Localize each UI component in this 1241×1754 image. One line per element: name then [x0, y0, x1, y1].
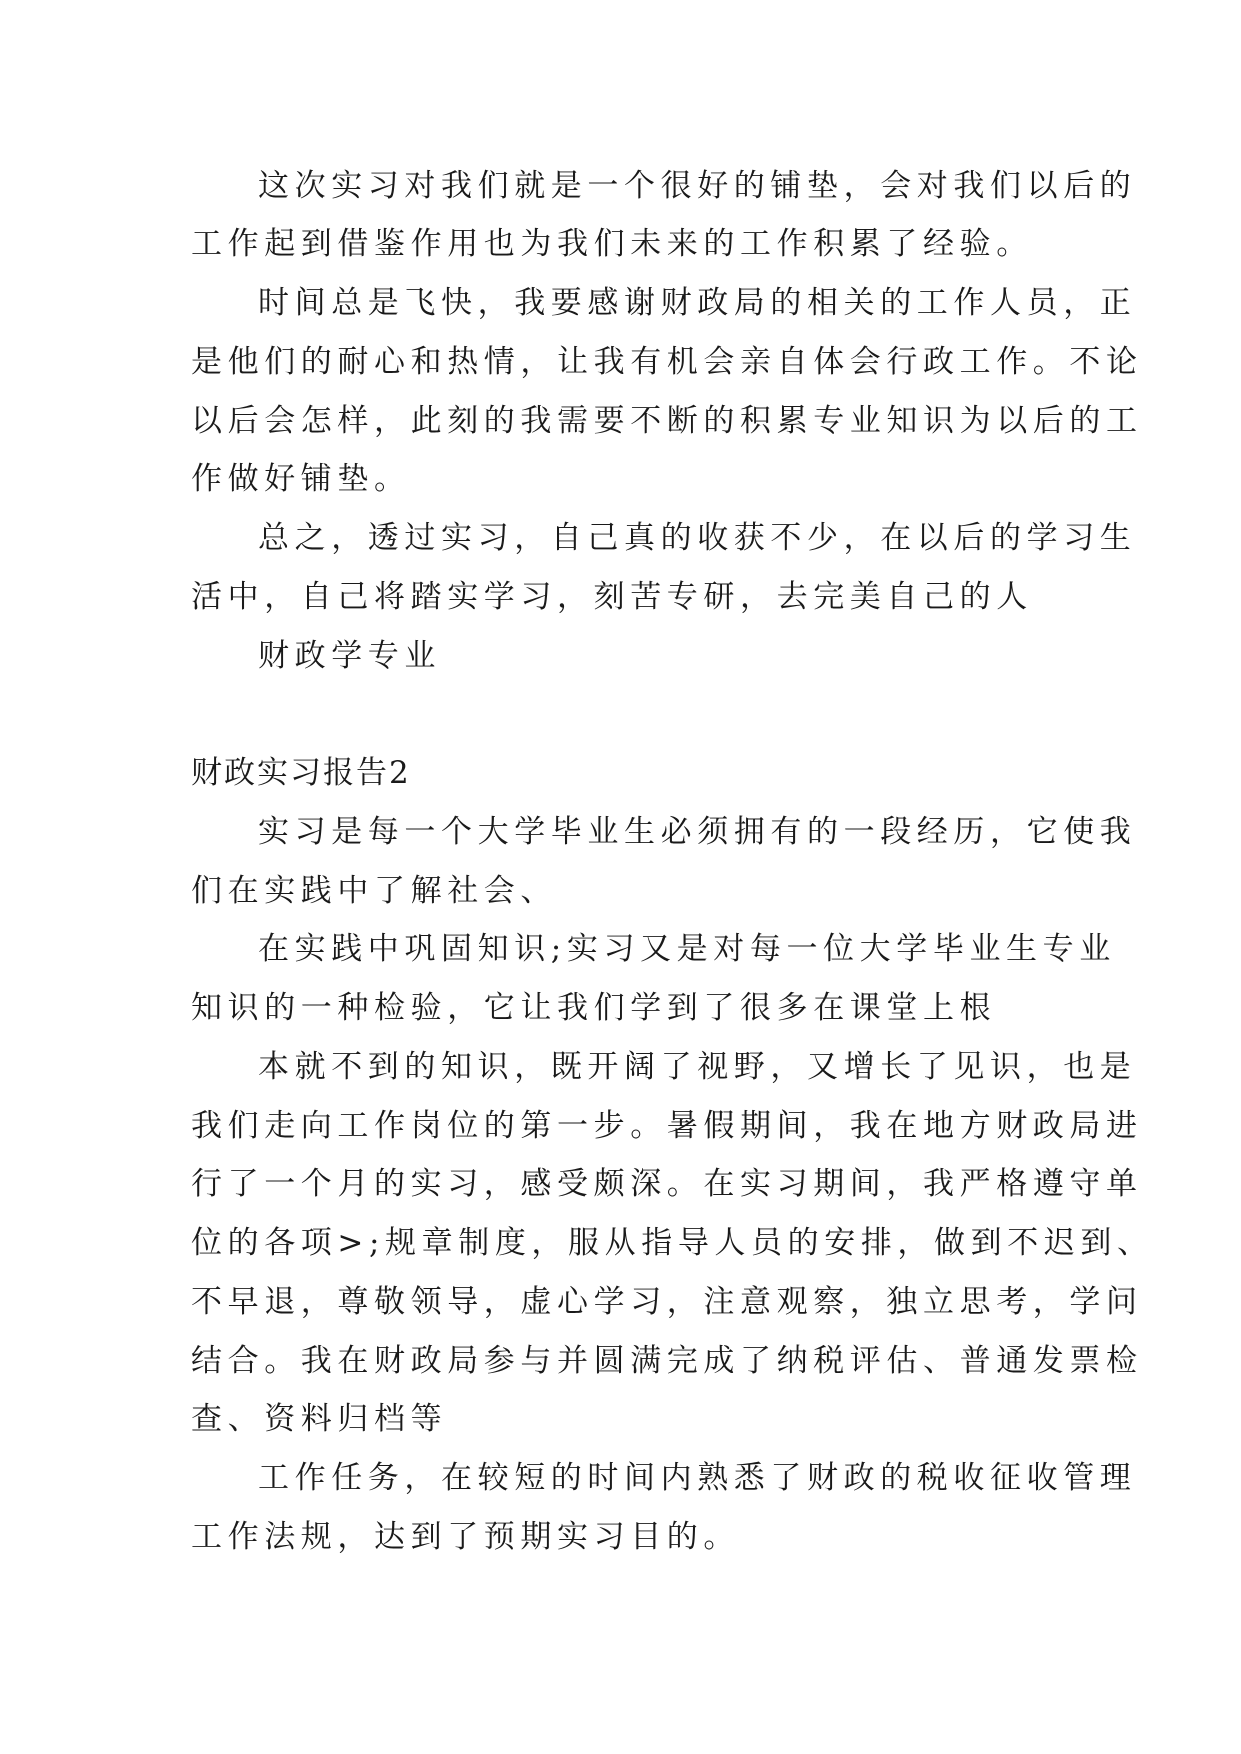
paragraph-line: 知识的一种检验，它让我们学到了很多在课堂上根: [191, 990, 997, 1026]
paragraph-line: 作做好铺垫。: [191, 461, 411, 497]
paragraph-line: 查、资料归档等: [191, 1401, 448, 1437]
paragraph-line: 行了一个月的实习，感受颇深。在实习期间，我严格遵守单: [191, 1166, 1143, 1202]
paragraph-line: 在实践中巩固知识;实习又是对每一位大学毕业生专业: [258, 931, 1116, 967]
section-heading: 财政实习报告2: [191, 755, 411, 791]
signature-line: 财政学专业: [258, 638, 441, 674]
paragraph-line: 工作任务，在较短的时间内熟悉了财政的税收征收管理: [258, 1460, 1137, 1496]
paragraph-line: 不早退，尊敬领导，虚心学习，注意观察，独立思考，学问: [191, 1284, 1143, 1320]
paragraph-line: 工作起到借鉴作用也为我们未来的工作积累了经验。: [191, 226, 1033, 262]
paragraph-line: 实习是每一个大学毕业生必须拥有的一段经历，它使我: [258, 814, 1137, 850]
paragraph-line: 是他们的耐心和热情，让我有机会亲自体会行政工作。不论: [191, 344, 1143, 380]
paragraph-line: 活中，自己将踏实学习，刻苦专研，去完美自己的人: [191, 579, 1033, 615]
paragraph-line: 工作法规，达到了预期实习目的。: [191, 1519, 740, 1555]
paragraph-line: 以后会怎样，此刻的我需要不断的积累专业知识为以后的工: [191, 403, 1143, 439]
paragraph-line: 总之，透过实习，自己真的收获不少，在以后的学习生: [258, 520, 1137, 556]
paragraph-line: 们在实践中了解社会、: [191, 873, 557, 909]
paragraph-line: 结合。我在财政局参与并圆满完成了纳税评估、普通发票检: [191, 1343, 1143, 1379]
paragraph-line: 本就不到的知识，既开阔了视野，又增长了见识，也是: [258, 1049, 1137, 1085]
paragraph-line: 位的各项>;规章制度，服从指导人员的安排，做到不迟到、: [191, 1225, 1154, 1261]
paragraph-line: 这次实习对我们就是一个很好的铺垫，会对我们以后的: [258, 168, 1137, 204]
paragraph-line: 我们走向工作岗位的第一步。暑假期间，我在地方财政局进: [191, 1108, 1143, 1144]
paragraph-line: 时间总是飞快，我要感谢财政局的相关的工作人员，正: [258, 285, 1137, 321]
